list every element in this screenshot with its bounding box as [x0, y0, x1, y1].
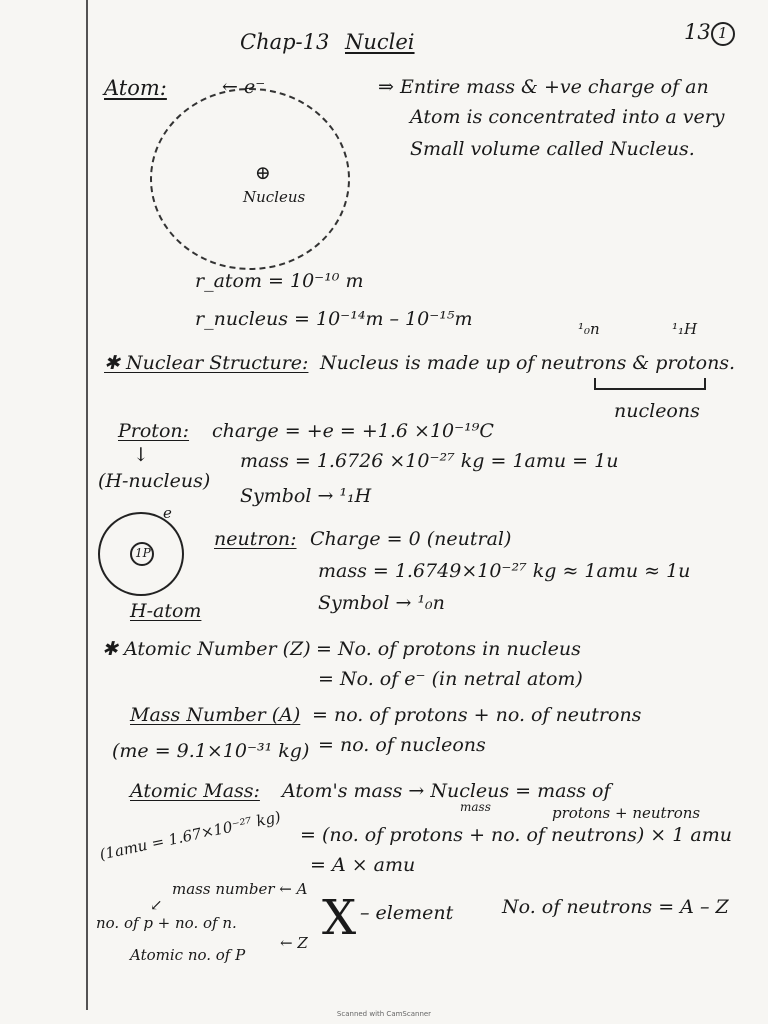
h-atom-proton: 1P [130, 542, 154, 566]
chapter-prefix: Chap-13 [240, 30, 330, 54]
atomic-number-heading: ✱ Atomic Number (Z) [102, 638, 311, 660]
element-symbol: X [322, 890, 357, 946]
atomic-number-line-2: = No. of e⁻ (in netral atom) [318, 668, 583, 690]
radius-atom: r_atom = 10⁻¹⁰ m [195, 270, 364, 292]
proton-symbol: Symbol → ¹₁H [240, 485, 372, 507]
amu-definition: (1amu = 1.67×10⁻²⁷ kg) [98, 807, 283, 864]
mass-number-line-2: = no. of nucleons [318, 734, 486, 756]
atom-note-3: Small volume called Nucleus. [410, 138, 695, 160]
hydrogen-symbol: ¹₁H [672, 320, 698, 338]
notation-z: ← Z [280, 934, 308, 952]
nuclear-structure-text: Nucleus is made up of neutrons & protons. [320, 352, 736, 374]
neutron-mass: mass = 1.6749×10⁻²⁷ kg ≈ 1amu ≈ 1u [318, 560, 691, 582]
notation-mass-number: mass number ← A [172, 880, 308, 898]
notation-arrow: ↙ [150, 896, 163, 914]
neutron-charge: Charge = 0 (neutral) [310, 528, 512, 550]
electron-mass-note: (me = 9.1×10⁻³¹ kg) [112, 740, 310, 762]
proton-charge: charge = +e = +1.6 ×10⁻¹⁹C [212, 420, 494, 442]
atom-note-1: ⇒ Entire mass & +ve charge of an [378, 76, 709, 98]
nucleons-label: nucleons [614, 400, 700, 422]
neutron-heading: neutron: [214, 528, 297, 550]
proton-arrow: ↓ [133, 444, 149, 466]
atomic-number-line-1: = No. of protons in nucleus [316, 638, 581, 660]
atom-note-2: Atom is concentrated into a very [410, 106, 725, 128]
chapter-title: Nuclei [345, 30, 415, 54]
scanner-footer: Scanned with CamScanner [336, 1010, 432, 1018]
notation-atomic-no: Atomic no. of P [130, 946, 246, 964]
nucleons-brace [594, 378, 706, 390]
proton-heading: Proton: [118, 420, 190, 442]
atomic-mass-line-2: = (no. of protons + no. of neutrons) × 1 amu [300, 824, 732, 846]
page-number: 13 [684, 20, 711, 44]
mass-number-heading: Mass Number (A) [130, 704, 301, 726]
radius-nucleus: r_nucleus = 10⁻¹⁴m – 10⁻¹⁵m [195, 308, 473, 330]
h-nucleus-label: (H-nucleus) [98, 470, 211, 492]
atom-heading: Atom: [104, 76, 167, 100]
neutron-count-formula: No. of neutrons = A – Z [502, 896, 729, 918]
atomic-mass-heading: Atomic Mass: [130, 780, 260, 802]
nucleus-label: Nucleus [243, 188, 306, 206]
atomic-mass-line-3: = A × amu [310, 854, 416, 876]
atomic-mass-mass-word: mass [460, 800, 491, 814]
margin-line [86, 0, 88, 1010]
atom-orbit [150, 88, 350, 270]
atomic-mass-line-1: Atom's mass → Nucleus = mass of [282, 780, 611, 802]
h-atom-label: H-atom [130, 600, 202, 622]
nuclear-structure-heading: ✱ Nuclear Structure: [104, 352, 309, 374]
proton-mass: mass = 1.6726 ×10⁻²⁷ kg = 1amu = 1u [240, 450, 619, 472]
neutron-symbol: Symbol → ¹₀n [318, 592, 445, 614]
element-label: – element [360, 902, 454, 924]
protons-neutrons-label: protons + neutrons [552, 804, 701, 822]
nucleus-symbol: ⊕ [255, 162, 271, 184]
h-atom-electron: e [163, 504, 172, 522]
mass-number-line-1: = no. of protons + no. of neutrons [312, 704, 642, 726]
notation-sum: no. of p + no. of n. [96, 914, 237, 932]
electron-label: ← e⁻ [222, 76, 266, 98]
page-number-circle: 1 [711, 22, 735, 46]
neutron-symbol: ¹₀n [578, 320, 600, 338]
